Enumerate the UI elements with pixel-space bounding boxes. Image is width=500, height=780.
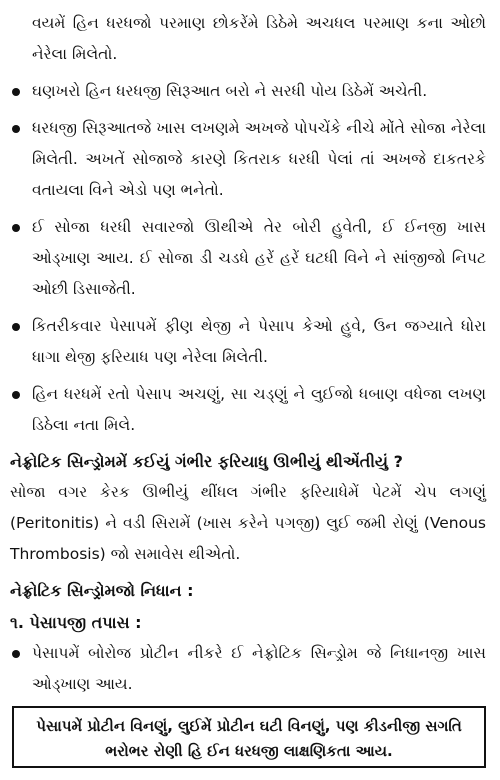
diagnosis-heading: નેફ્રોટિક સિન્ડ્રોમજો નિધાન : — [10, 581, 194, 600]
bullet-item — [10, 76, 486, 107]
bullet-item — [10, 379, 486, 441]
bullet-item — [10, 113, 486, 206]
bullet-text: હિન ધરધમેં રતો પેસાપ અચણું, સા ચડ્ણું ને લુઈજો ધબાણ વધેજા લખણ ડિઠેલા નતા મિલે. — [32, 385, 486, 434]
key-point-text: પેસાપમેં પ્રોટીન વિનણું, લુઈમેં પ્રોટીન ઘટી વિનણું, પણ કીડનીજી સગતિ ભરોભર રોણી હિ ઈન ધરધજી લાક્ષણિકતા આય. — [36, 717, 462, 760]
bullet-text: પેસાપમેં બોરોજ પ્રોટીન નીકરે ઈ નેફ્રોટિક સિન્ડ્રોમ જે નિધાનજી ખાસ ઓડ્ખાણ આય. — [32, 644, 486, 693]
bullet-text: ધરધજી સિરૂઆતજે ખાસ લખણમે અખજે પોપચેંકે નીચે મોંતે સોજા નેરેલા મિલેતી. અખતેં સોજાજે કારણે કિતરાક ધરધી પેલાં તાં અખજે દાકતરકે વતાયલા વિને એડો પણ ભનેતો. — [32, 119, 486, 199]
bullet-text: ઈ સોજા ધરધી સવારજો ઊથીએ તેર બોરી હુવેતી, ઈ ઈનજી ખાસ ઓડ્ખાણ આય. ઈ સોજા ડી ચડધે હરેં હરેં ઘટધી વિને ને સાંજીજો નિપટ ઓછી ડિસાજેતી. — [32, 218, 486, 298]
bullet-dot-icon — [12, 88, 20, 96]
intro-continuation: વયમેં હિન ધરધજો પરમાણ છોકરેંમે ડિઠેમે અચધલ પરમાણ કના ઓછો નેરેલા મિલેતો. — [32, 14, 486, 63]
bullet-item — [10, 311, 486, 373]
bullet-dot-icon — [12, 224, 20, 232]
complications-paragraph: સોજા વગર કેરક ઊભીયું થીંધલ ગંભીર ફરિયાધેમેં પેટમેં ચેપ લગણું (Peritonitis) ને વડી સિરામેં (ખાસ કરેને પગજી) લુઈ જમી રોણું (Venous Thrombosis) જો સમાવેસ થીએતો. — [10, 483, 486, 563]
urine-test-subheading: ૧. પેસાપજી તપાસ : — [10, 613, 142, 632]
key-point-box — [12, 706, 486, 768]
bullet-dot-icon — [12, 650, 20, 658]
complications-heading: નેફ્રોટિક સિન્ડ્રોમમેં કઈયું ગંભીર ફરિયાધુ ઊભીયું થીએંતીયું ? — [10, 452, 403, 471]
bullet-dot-icon — [12, 125, 20, 133]
diagnosis-bullet-list — [10, 638, 486, 700]
bullet-dot-icon — [12, 391, 20, 399]
symptom-bullet-list — [10, 76, 486, 441]
bullet-item — [10, 638, 486, 700]
bullet-dot-icon — [12, 323, 20, 331]
bullet-item — [10, 212, 486, 305]
bullet-text: કિતરીકવાર પેસાપમેં ફીણ થેજી ને પેસાપ કેઓ હુવે, ઉન જગ્યાતે ધોરા ધાગા થેજી ફરિયાધ પણ નેરેલા મિલેતી. — [32, 317, 486, 366]
bullet-text: ઘણખરો હિન ધરધજી સિરૂઆત બરો ને સરધી પોય ડિઠેમેં અચેતી. — [32, 82, 428, 100]
